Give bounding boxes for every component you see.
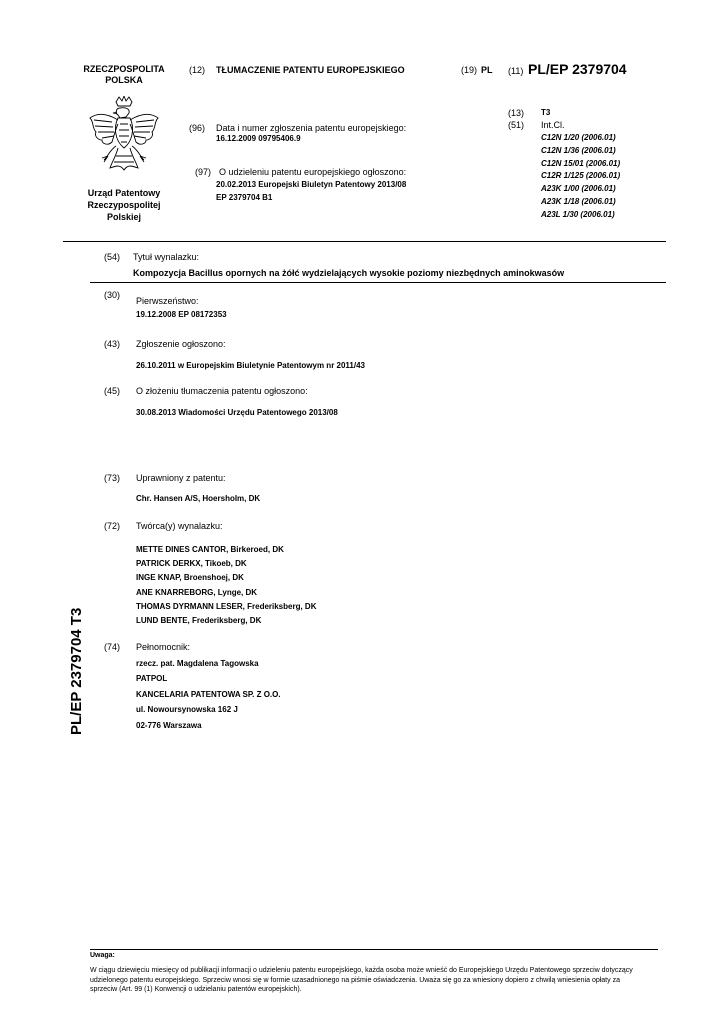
ipc-code: A23K 1/18 (2006.01) bbox=[541, 196, 616, 206]
document-type: TŁUMACZENIE PATENTU EUROPEJSKIEGO bbox=[216, 65, 405, 75]
inventors-list bbox=[136, 543, 316, 628]
ipc-list bbox=[541, 132, 620, 222]
code-13: (13) bbox=[508, 108, 525, 118]
code-30: (30) bbox=[104, 290, 121, 300]
country-code: PL bbox=[481, 65, 493, 75]
inventors-label: Twórca(y) wynalazku: bbox=[136, 521, 223, 531]
divider bbox=[90, 282, 666, 283]
ipc-code: C12N 1/36 (2006.01) bbox=[541, 145, 616, 155]
proprietor-value: Chr. Hansen A/S, Hoersholm, DK bbox=[136, 494, 261, 503]
translation-label: O złożeniu tłumaczenia patentu ogłoszono: bbox=[136, 386, 308, 396]
attorney-line: KANCELARIA PATENTOWA SP. Z O.O. bbox=[136, 689, 281, 699]
code-72: (72) bbox=[104, 521, 121, 531]
footer-title: Uwaga: bbox=[90, 952, 115, 959]
attorney-details bbox=[136, 656, 281, 733]
inventor-name: METTE DINES CANTOR, Birkeroed, DK bbox=[136, 545, 284, 554]
grant-value-line1: 20.02.2013 Europejski Biuletyn Patentowy 2013/08 bbox=[216, 180, 407, 189]
attorney-line: rzecz. pat. Magdalena Tagowska bbox=[136, 659, 259, 668]
ipc-code: C12N 1/20 (2006.01) bbox=[541, 133, 616, 142]
kind-code: T3 bbox=[541, 108, 551, 117]
inventor-name: THOMAS DYRMANN LESER, Frederiksberg, DK bbox=[136, 601, 317, 611]
int-cl-label: Int.Cl. bbox=[541, 120, 565, 130]
filing-value: 26.10.2011 w Europejskim Biuletynie Patentowym nr 2011/43 bbox=[136, 361, 365, 370]
code-73: (73) bbox=[104, 473, 121, 483]
eagle-emblem-icon bbox=[86, 96, 162, 178]
code-54: (54) bbox=[104, 252, 121, 262]
inventor-name: INGE KNAP, Broenshoej, DK bbox=[136, 573, 244, 583]
code-11: (11) bbox=[508, 66, 524, 76]
title-label: Tytuł wynalazku: bbox=[133, 252, 200, 262]
inventor-name: LUND BENTE, Frederiksberg, DK bbox=[136, 616, 262, 626]
code-19: (19) bbox=[461, 65, 478, 75]
code-97: (97) bbox=[195, 167, 212, 177]
code-51: (51) bbox=[508, 120, 525, 130]
application-value: 16.12.2009 09795406.9 bbox=[216, 134, 301, 143]
attorney-label: Pełnomocnik: bbox=[136, 642, 191, 652]
side-patent-label: PL/EP 2379704 T3 bbox=[68, 607, 85, 735]
code-45: (45) bbox=[104, 386, 121, 396]
priority-label: Pierwszeństwo: bbox=[136, 296, 199, 306]
ipc-code: C12N 15/01 (2006.01) bbox=[541, 158, 621, 168]
translation-value: 30.08.2013 Wiadomości Urzędu Patentowego 2013/08 bbox=[136, 408, 338, 417]
ipc-code: A23L 1/30 (2006.01) bbox=[541, 209, 615, 219]
grant-value-line2: EP 2379704 B1 bbox=[216, 193, 273, 202]
invention-title: Kompozycja Bacillus opornych na żółć wydzielających wysokie poziomy niezbędnych aminokwasów bbox=[133, 268, 565, 278]
attorney-line: ul. Nowoursynowska 162 J bbox=[136, 705, 238, 715]
filing-label: Zgłoszenie ogłoszono: bbox=[136, 339, 226, 349]
application-label: Data i numer zgłoszenia patentu europejskiego: bbox=[216, 123, 407, 133]
grant-label: O udzieleniu patentu europejskiego ogłoszono: bbox=[219, 167, 407, 177]
footer-divider bbox=[90, 949, 658, 950]
footer-note: W ciągu dziewięciu miesięcy od publikacji informacji o udzieleniu patentu europejskiego, każda osoba może wnieść do Europejskiego Urzędu Patentowego sprzeciw dotyczący udzielonego patentu europejskiego. Sprzeciw wnosi się w formie uzasadnionego na piśmie oświadczenia. Uważa się go za wniesiony dopiero z chwilą wniesienia opłaty za sprzeciw (Art. 99 (1) Konwencji o udzielaniu patentów europejskich). bbox=[90, 967, 633, 994]
attorney-line: 02-776 Warszawa bbox=[136, 720, 202, 730]
divider bbox=[63, 241, 666, 242]
inventor-name: ANE KNARREBORG, Lynge, DK bbox=[136, 587, 258, 597]
patent-office-name: Urząd Patentowy Rzeczypospolitej Polskiej bbox=[87, 188, 161, 222]
attorney-line: PATPOL bbox=[136, 674, 168, 684]
priority-value: 19.12.2008 EP 08172353 bbox=[136, 310, 227, 319]
code-74: (74) bbox=[104, 642, 121, 652]
code-96: (96) bbox=[189, 123, 206, 133]
ipc-code: A23K 1/00 (2006.01) bbox=[541, 184, 616, 194]
ipc-code: C12R 1/125 (2006.01) bbox=[541, 171, 621, 181]
code-43: (43) bbox=[104, 339, 121, 349]
patent-number: PL/EP 2379704 bbox=[528, 61, 627, 77]
country-name: RZECZPOSPOLITA POLSKA bbox=[83, 64, 165, 85]
inventor-name: PATRICK DERKX, Tikoeb, DK bbox=[136, 559, 247, 569]
code-12: (12) bbox=[189, 65, 206, 75]
proprietor-label: Uprawniony z patentu: bbox=[136, 473, 226, 483]
